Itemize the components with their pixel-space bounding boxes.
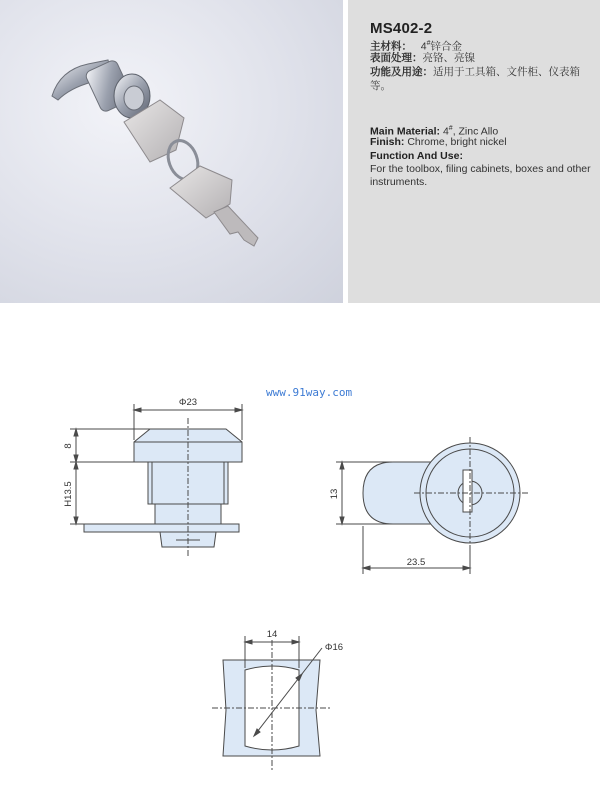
en-finish-value: Chrome, bright nickel [407,136,507,148]
dim-cutout-width: 14 [266,629,278,640]
en-finish-label: Finish: [370,136,405,148]
cn-finish-label: 表面处理： [370,52,423,64]
dim-front-height: 13 [329,488,340,500]
cn-material-tail: 锌合金 [430,40,463,53]
dim-cutout-diameter: Φ16 [324,642,344,653]
cn-use-value: 适用于工具箱、文件柜、仪表箱等。 [370,66,580,92]
cn-use-label: 功能及用途： [370,66,433,78]
watermark-url: www.91way.com [266,386,353,399]
dim-front-depth: 23.5 [406,557,426,568]
side-view-drawing [70,404,242,556]
en-material-value: 4 [442,125,449,138]
cn-material-value: 4 [420,40,427,53]
product-model: MS402-2 [370,20,433,37]
en-material-tail: , Zinc Allo [452,125,499,138]
en-material-label: Main Material: [370,125,441,138]
dim-diameter-top: Φ23 [178,397,198,408]
cutout-drawing [212,636,332,770]
en-use-value: For the toolbox, filing cabinets, boxes and other instruments. [370,163,591,188]
cn-finish-value: 亮铬、亮镍 [422,52,475,64]
dim-height-body: H13.5 [63,481,74,507]
en-use-label: Function And Use: [370,150,463,162]
en-material-sup: # [448,125,453,132]
cn-material-label: 主材料： [370,40,412,53]
cn-material-sup: # [426,40,431,47]
dim-height-head: 8 [63,443,74,449]
front-view-drawing [336,437,528,574]
